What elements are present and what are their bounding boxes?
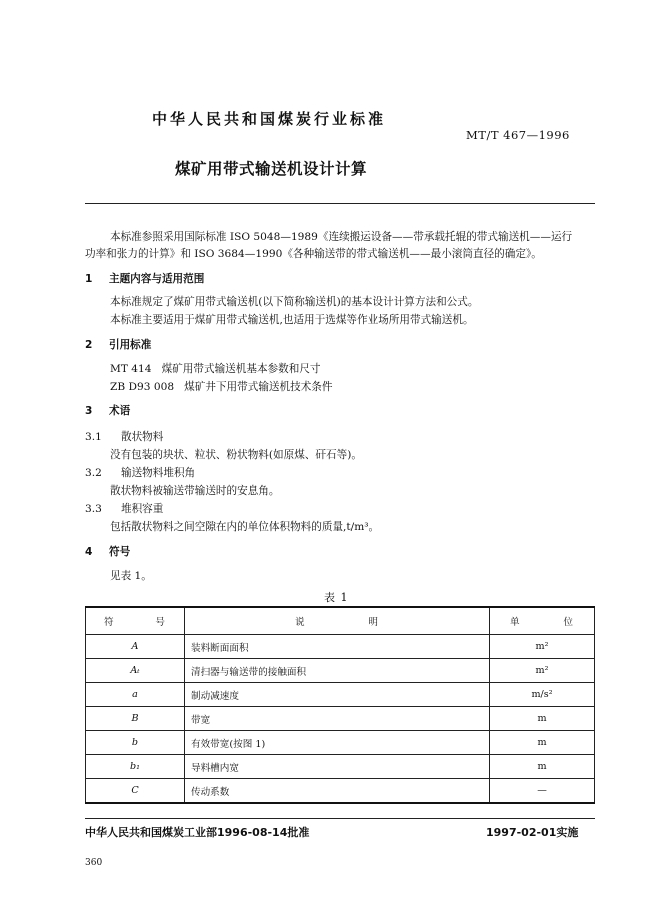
header-symbol-char-1: 符 — [104, 617, 115, 628]
table-row — [86, 659, 595, 683]
section-2-heading — [85, 337, 151, 352]
section-2-title: 引用标准 — [109, 339, 152, 351]
term-3-2-name: 输送物料堆积角 — [121, 467, 196, 479]
section-1-title: 主题内容与适用范围 — [109, 273, 205, 285]
title-divider — [85, 203, 595, 204]
row-unit: — — [490, 779, 595, 804]
preface-line-1: 本标准参照采用国际标准 ISO 5048—1989《连续搬运设备——带承载托辊的带式输送机——运行 — [110, 231, 573, 243]
row-description: 带宽 — [185, 707, 490, 731]
reference-2: ZB D93 008 煤矿井下用带式输送机技术条件 — [110, 381, 333, 393]
term-3-1-number: 3.1 — [85, 431, 102, 443]
header-description — [185, 607, 490, 635]
term-3-3-definition: 包括散状物料之间空隙在内的单位体积物料的质量,t/m³。 — [110, 521, 380, 533]
section-4-title: 符号 — [109, 546, 131, 558]
header-symbol — [86, 607, 185, 635]
section-1-para-1: 本标准规定了煤矿用带式输送机(以下简称输送机)的基本设计计算方法和公式。 — [110, 296, 479, 308]
row-description: 清扫器与输送带的接触面积 — [185, 659, 490, 683]
row-symbol: A — [86, 635, 185, 659]
header-description-char-1: 说 — [295, 617, 306, 628]
section-1-heading — [85, 271, 204, 286]
row-unit: m² — [490, 659, 595, 683]
header-unit-char-2: 位 — [563, 617, 574, 628]
table-row — [86, 779, 595, 804]
table-row — [86, 707, 595, 731]
header-unit — [490, 607, 595, 635]
section-1-para-2: 本标准主要适用于煤矿用带式输送机,也适用于选煤等作业场所用带式输送机。 — [110, 314, 474, 326]
row-unit: m² — [490, 635, 595, 659]
header-symbol-char-2: 号 — [155, 617, 166, 628]
section-4-number: 4 — [85, 546, 93, 558]
row-symbol: Aₜ — [86, 659, 185, 683]
section-3-heading — [85, 403, 130, 418]
term-3-3-name: 堆积容重 — [121, 503, 164, 515]
term-3-2-heading — [85, 465, 195, 482]
row-symbol: b — [86, 731, 185, 755]
term-3-1-name: 散状物料 — [121, 431, 164, 443]
term-3-1-definition: 没有包装的块状、粒状、粉状物料(如原煤、矸石等)。 — [110, 449, 362, 461]
row-unit: m — [490, 731, 595, 755]
section-3-title: 术语 — [109, 405, 131, 417]
row-description: 有效带宽(按图 1) — [185, 731, 490, 755]
row-unit: m/s² — [490, 683, 595, 707]
row-description: 制动减速度 — [185, 683, 490, 707]
section-4-heading — [85, 544, 130, 559]
table-row — [86, 731, 595, 755]
section-1-number: 1 — [85, 273, 93, 285]
row-unit: m — [490, 707, 595, 731]
section-2-number: 2 — [85, 339, 93, 351]
row-symbol: a — [86, 683, 185, 707]
document-title: 煤矿用带式输送机设计计算 — [175, 160, 368, 178]
footer-divider — [85, 818, 595, 819]
section-3-number: 3 — [85, 405, 93, 417]
row-symbol: C — [86, 779, 185, 804]
term-3-3-heading — [85, 501, 163, 518]
table-row — [86, 635, 595, 659]
standard-code: MT/T 467—1996 — [466, 128, 570, 142]
symbol-table — [85, 606, 595, 804]
term-3-1-heading — [85, 429, 163, 446]
reference-1: MT 414 煤矿用带式输送机基本参数和尺寸 — [110, 363, 321, 375]
row-description: 装料断面面积 — [185, 635, 490, 659]
header-unit-char-1: 单 — [510, 617, 521, 628]
term-3-3-number: 3.3 — [85, 503, 102, 515]
preface-line-2: 功率和张力的计算》和 ISO 3684—1990《各种输送带的带式输送机——最小滚筒直径的确定》。 — [85, 248, 542, 260]
approval-line: 中华人民共和国煤炭工业部1996-08-14批准 — [85, 826, 310, 839]
table-header-row — [86, 607, 595, 635]
section-4-para: 见表 1。 — [110, 570, 152, 582]
table-row — [86, 683, 595, 707]
table-row — [86, 755, 595, 779]
term-3-2-definition: 散状物料被输送带输送时的安息角。 — [110, 485, 280, 497]
header-description-char-2: 明 — [368, 617, 379, 628]
row-symbol: b₁ — [86, 755, 185, 779]
row-description: 导料槽内宽 — [185, 755, 490, 779]
row-unit: m — [490, 755, 595, 779]
row-symbol: B — [86, 707, 185, 731]
table-1-caption: 表 1 — [324, 591, 349, 604]
row-description: 传动系数 — [185, 779, 490, 804]
implementation-date: 1997-02-01实施 — [486, 826, 579, 839]
term-3-2-number: 3.2 — [85, 467, 102, 479]
industry-standard-heading: 中华人民共和国煤炭行业标准 — [152, 110, 387, 128]
page-number: 360 — [85, 858, 103, 868]
